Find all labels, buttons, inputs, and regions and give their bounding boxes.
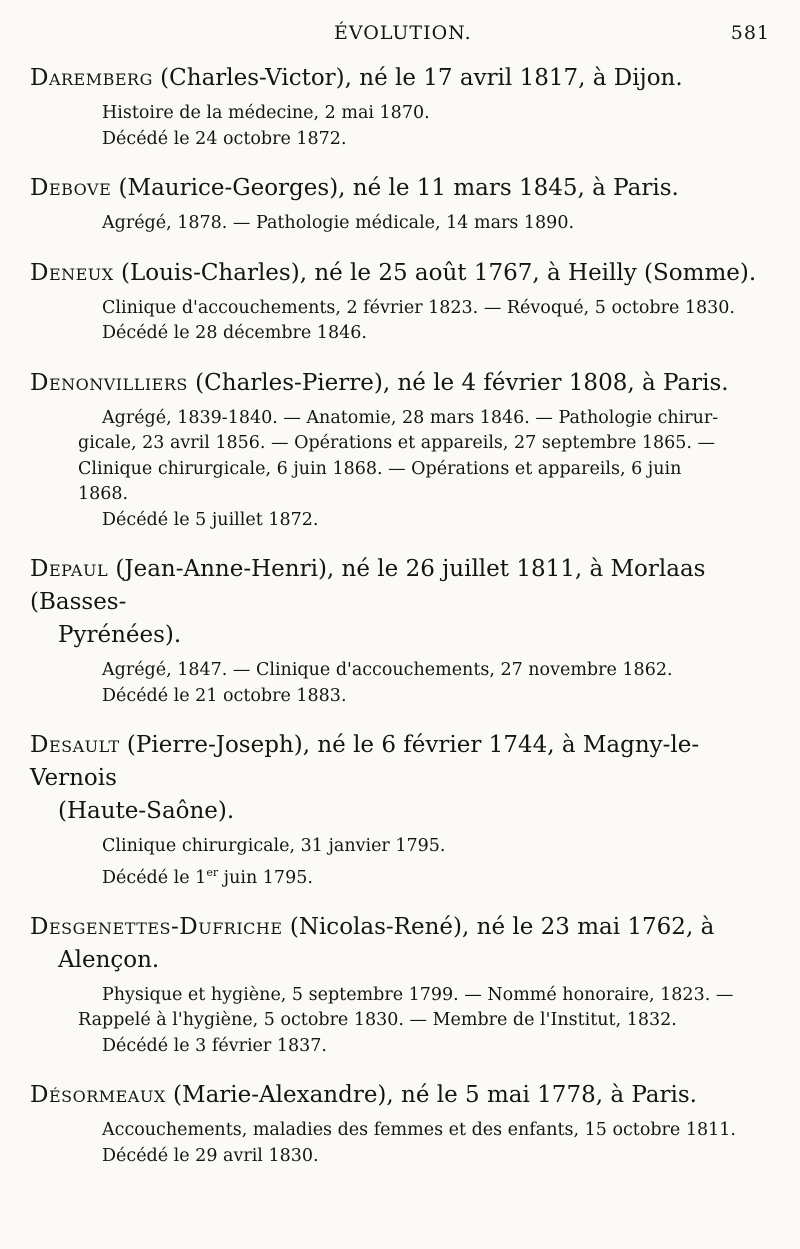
entry-heading-text: (Charles-Victor), né le 17 avril 1817, à Dijon.	[152, 65, 683, 91]
entry-debove	[30, 172, 775, 237]
entry-heading-continuation: Pyrénées).	[58, 622, 182, 648]
death-suffix: juin 1795.	[218, 867, 313, 888]
entry-line: Accouchements, maladies des femmes et des enfants, 15 octobre 1811.	[102, 1120, 736, 1141]
entry-heading	[30, 553, 775, 652]
entry-body	[30, 1118, 775, 1169]
entry-line: Histoire de la médecine, 2 mai 1870.	[102, 103, 430, 123]
entry-heading-text: (Maurice-Georges), né le 11 mars 1845, à Paris.	[111, 175, 679, 201]
running-title: ÉVOLUTION.	[334, 22, 472, 44]
entry-heading-text: (Louis-Charles), né le 25 août 1767, à Heilly (Somme).	[113, 259, 757, 286]
entry-surname: Depaul	[30, 556, 109, 582]
entry-body	[30, 406, 775, 534]
entry-deneux	[30, 257, 775, 347]
entry-surname: Debove	[30, 175, 112, 201]
entry-heading-continuation: (Haute-Saône).	[58, 798, 235, 824]
death-prefix: Décédé le 1	[102, 867, 207, 888]
entry-line: Décédé le 24 octobre 1872.	[102, 128, 347, 149]
entry-heading	[30, 729, 775, 828]
entry-heading	[30, 62, 775, 95]
entry-surname: Desgenettes-Dufriche	[30, 913, 283, 940]
entry-body	[30, 211, 775, 237]
entry-line: Décédé le 28 décembre 1846.	[102, 323, 367, 343]
entries-list	[30, 62, 775, 1189]
entry-denonvilliers	[30, 367, 775, 534]
entry-heading-text: (Nicolas-René), né le 23 mai 1762, à	[282, 913, 715, 940]
entry-line: Agrégé, 1878. — Pathologie médicale, 14 mars 1890.	[102, 213, 575, 233]
entry-heading	[30, 257, 775, 290]
entry-desgenettes-dufriche	[30, 911, 775, 1060]
entry-heading-continuation: Alençon.	[58, 946, 160, 973]
entry-heading	[30, 172, 775, 205]
entry-surname: Daremberg	[30, 65, 153, 91]
entry-line: Clinique chirurgicale, 31 janvier 1795.	[102, 836, 446, 856]
page-number: 581	[730, 22, 770, 44]
entry-line: Décédé le 3 février 1837.	[102, 1035, 327, 1056]
entry-desormeaux	[30, 1079, 775, 1169]
entry-paragraph-line: 1868.	[78, 484, 129, 504]
entry-paragraph-line: Physique et hygiène, 5 septembre 1799. — Nommé honoraire, 1823. —	[102, 984, 734, 1005]
entry-heading	[30, 911, 775, 977]
entry-body	[30, 296, 775, 347]
entry-line: Décédé le 21 octobre 1883.	[102, 685, 347, 706]
entry-heading-text: (Pierre-Joseph), né le 6 février 1744, à Magny-le-Vernois	[30, 732, 700, 791]
entry-heading	[30, 1079, 775, 1112]
entry-heading-text: (Marie-Alexandre), né le 5 mai 1778, à Paris.	[165, 1082, 697, 1109]
entry-surname: Deneux	[30, 259, 114, 286]
entry-body	[30, 101, 775, 152]
entry-daremberg	[30, 62, 775, 152]
death-ordinal: er	[206, 865, 219, 879]
entry-line: Clinique d'accouchements, 2 février 1823. — Révoqué, 5 octobre 1830.	[102, 297, 735, 318]
entry-heading-text: (Charles-Pierre), né le 4 février 1808, à Paris.	[187, 369, 729, 396]
entry-paragraph-line: Clinique chirurgicale, 6 juin 1868. — Opérations et appareils, 6 juin	[78, 458, 682, 479]
entry-body	[30, 658, 775, 709]
entry-body	[30, 834, 775, 891]
entry-line: Agrégé, 1847. — Clinique d'accouchements, 27 novembre 1862.	[102, 660, 673, 680]
entry-line: Décédé le 5 juillet 1872.	[102, 509, 319, 530]
entry-heading-text: (Jean-Anne-Henri), né le 26 juillet 1811, à Morlaas (Basses-	[30, 556, 706, 615]
entry-paragraph-line: Rappelé à l'hygiène, 5 octobre 1830. — Membre de l'Institut, 1832.	[78, 1010, 677, 1031]
entry-surname: Denonvilliers	[30, 369, 188, 396]
entry-body	[30, 983, 775, 1060]
entry-heading	[30, 367, 775, 400]
entry-surname: Desault	[30, 732, 120, 758]
entry-desault	[30, 729, 775, 891]
entry-surname: Désormeaux	[30, 1082, 166, 1109]
entry-death-line	[30, 860, 775, 891]
running-head	[0, 22, 800, 48]
entry-paragraph-line: gicale, 23 avril 1856. — Opérations et appareils, 27 septembre 1865. —	[78, 433, 716, 453]
entry-line: Décédé le 29 avril 1830.	[102, 1145, 319, 1166]
entry-depaul	[30, 553, 775, 709]
entry-paragraph-line: Agrégé, 1839-1840. — Anatomie, 28 mars 1846. — Pathologie chirur-	[102, 407, 719, 428]
